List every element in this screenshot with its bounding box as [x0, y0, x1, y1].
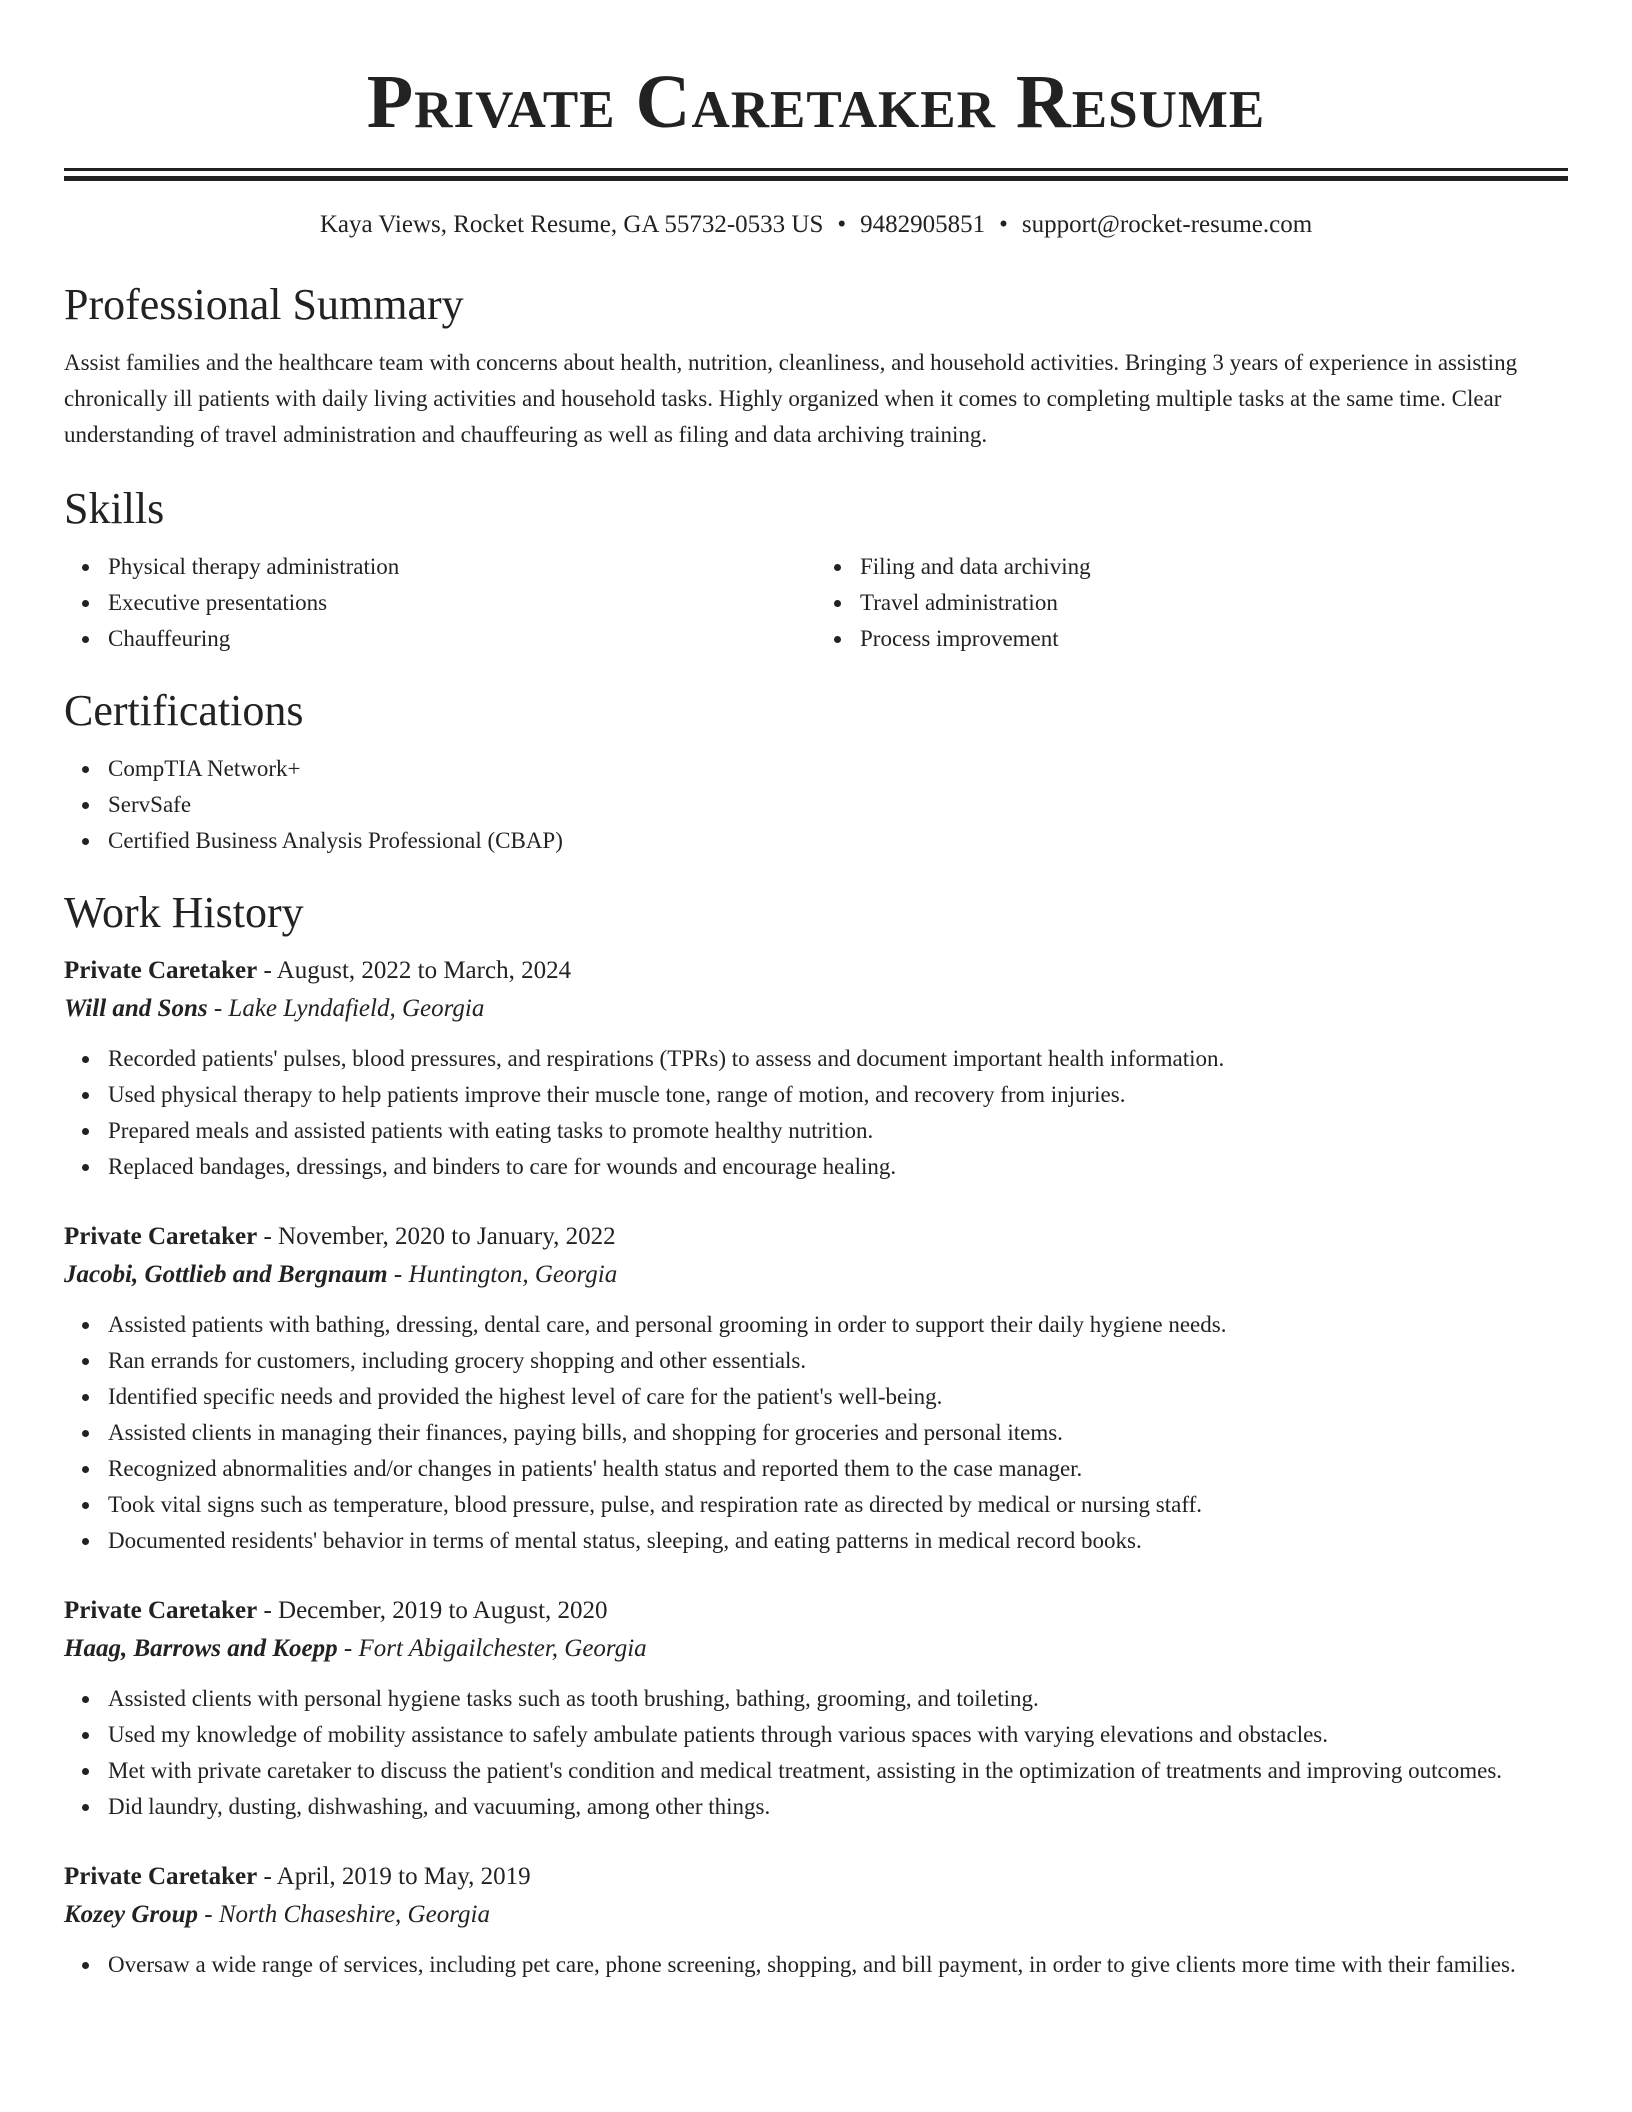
- job-dates: December, 2019 to August, 2020: [278, 1597, 608, 1624]
- job-role: Private Caretaker: [64, 1597, 258, 1624]
- skills-list-right: [816, 549, 1568, 657]
- contact-address: Kaya Views, Rocket Resume, GA 55732-0533 US: [319, 211, 824, 238]
- job-duty: Recognized abnormalities and/or changes in patients' health status and reported them to the case manager.: [108, 1451, 1568, 1487]
- job-location: Huntington, Georgia: [408, 1261, 618, 1288]
- job-duty: Took vital signs such as temperature, blood pressure, pulse, and respiration rate as directed by medical or nursing staff.: [108, 1487, 1568, 1523]
- job-duty: Ran errands for customers, including grocery shopping and other essentials.: [108, 1343, 1568, 1379]
- skills-heading: Skills: [64, 484, 165, 533]
- job-company-line: Kozey Group - North Chaseshire, Georgia: [64, 1901, 490, 1928]
- job-duty: Recorded patients' pulses, blood pressures, and respirations (TPRs) to assess and document important health information.: [108, 1041, 1568, 1077]
- skill-item: Physical therapy administration: [108, 549, 816, 585]
- job-entry: [64, 953, 1568, 1185]
- job-dates: November, 2020 to January, 2022: [278, 1223, 616, 1250]
- certification-item: Certified Business Analysis Professional (CBAP): [108, 823, 1568, 859]
- job-duty: Used my knowledge of mobility assistance to safely ambulate patients through various spaces with varying elevations and obstacles.: [108, 1717, 1568, 1753]
- job-dates: August, 2022 to March, 2024: [276, 957, 572, 984]
- job-location: North Chaseshire, Georgia: [218, 1901, 490, 1928]
- skills-column-left: [64, 549, 816, 657]
- job-duty: Assisted patients with bathing, dressing, dental care, and personal grooming in order to support their daily hygiene needs.: [108, 1307, 1568, 1343]
- skills-list-left: [64, 549, 816, 657]
- job-duty: Oversaw a wide range of services, including pet care, phone screening, shopping, and bill payment, in order to give clients more time with their families.: [108, 1947, 1568, 1983]
- job-title-line: Private Caretaker - December, 2019 to August, 2020: [64, 1597, 608, 1624]
- job-duty: Documented residents' behavior in terms of mental status, sleeping, and eating patterns in medical record books.: [108, 1523, 1568, 1559]
- job-company-line: Jacobi, Gottlieb and Bergnaum - Huntington, Georgia: [64, 1261, 618, 1288]
- skill-item: Filing and data archiving: [860, 549, 1568, 585]
- skill-item: Travel administration: [860, 585, 1568, 621]
- job-company: Will and Sons: [64, 995, 208, 1022]
- job-company-line: Will and Sons - Lake Lyndafield, Georgia: [64, 995, 485, 1022]
- job-location: Lake Lyndafield, Georgia: [228, 995, 485, 1022]
- job-duties-list: [64, 1947, 1568, 1983]
- job-duty: Did laundry, dusting, dishwashing, and vacuuming, among other things.: [108, 1789, 1568, 1825]
- job-company: Kozey Group: [64, 1901, 199, 1928]
- job-duty: Met with private caretaker to discuss the patient's condition and medical treatment, assisting in the optimization of treatments and improving outcomes.: [108, 1753, 1568, 1789]
- job-duty: Assisted clients with personal hygiene tasks such as tooth brushing, bathing, grooming, and toileting.: [108, 1681, 1568, 1717]
- certification-item: ServSafe: [108, 787, 1568, 823]
- contact-phone: 9482905851: [860, 211, 986, 238]
- skills-grid: [64, 549, 1568, 657]
- job-role: Private Caretaker: [64, 957, 258, 984]
- job-duties-list: [64, 1681, 1568, 1825]
- contact-separator: •: [837, 211, 847, 238]
- job-company: Jacobi, Gottlieb and Bergnaum: [64, 1261, 388, 1288]
- job-duty: Identified specific needs and provided the highest level of care for the patient's well-being.: [108, 1379, 1568, 1415]
- job-dates: April, 2019 to May, 2019: [276, 1863, 531, 1890]
- contact-line: [64, 209, 1568, 241]
- work-history-heading: Work History: [64, 888, 304, 937]
- certification-item: CompTIA Network+: [108, 751, 1568, 787]
- summary-text: Assist families and the healthcare team with concerns about health, nutrition, cleanliness, and household activities. Bringing 3 years of experience in assisting chronically ill patients with daily living activities and household tasks. Highly organized when it comes to completing multiple tasks at the same time. Clear understanding of travel administration and chauffeuring as well as filing and data archiving training.: [64, 350, 1518, 447]
- summary-heading: Professional Summary: [64, 280, 464, 329]
- contact-separator: •: [999, 211, 1008, 238]
- job-duty: Used physical therapy to help patients improve their muscle tone, range of motion, and recovery from injuries.: [108, 1077, 1568, 1113]
- skill-item: Process improvement: [860, 621, 1568, 657]
- job-duties-list: [64, 1307, 1568, 1559]
- title-divider-thick: [64, 176, 1568, 181]
- contact-email: support@rocket-resume.com: [1021, 211, 1313, 238]
- job-duty: Assisted clients in managing their finances, paying bills, and shopping for groceries and personal items.: [108, 1415, 1568, 1451]
- job-company: Haag, Barrows and Koepp: [64, 1635, 338, 1662]
- job-duty: Replaced bandages, dressings, and binders to care for wounds and encourage healing.: [108, 1149, 1568, 1185]
- certifications-heading: Certifications: [64, 686, 304, 735]
- page-title: Private Caretaker Resume: [366, 60, 1266, 144]
- job-title-line: Private Caretaker - August, 2022 to March, 2024: [64, 957, 572, 984]
- job-role: Private Caretaker: [64, 1223, 258, 1250]
- skill-item: Executive presentations: [108, 585, 816, 621]
- job-entry: [64, 1593, 1568, 1825]
- skill-item: Chauffeuring: [108, 621, 816, 657]
- job-duty: Prepared meals and assisted patients with eating tasks to promote healthy nutrition.: [108, 1113, 1568, 1149]
- job-duties-list: [64, 1041, 1568, 1185]
- job-title-line: Private Caretaker - April, 2019 to May, 2019: [64, 1863, 531, 1890]
- certifications-list: [64, 751, 1568, 859]
- job-entry: [64, 1219, 1568, 1559]
- job-title-line: Private Caretaker - November, 2020 to January, 2022: [64, 1223, 616, 1250]
- job-company-line: Haag, Barrows and Koepp - Fort Abigailchester, Georgia: [64, 1635, 647, 1662]
- job-entry: [64, 1859, 1568, 1983]
- job-role: Private Caretaker: [64, 1863, 258, 1890]
- skills-column-right: [816, 549, 1568, 657]
- job-location: Fort Abigailchester, Georgia: [358, 1635, 647, 1662]
- title-divider-thin: [64, 168, 1568, 171]
